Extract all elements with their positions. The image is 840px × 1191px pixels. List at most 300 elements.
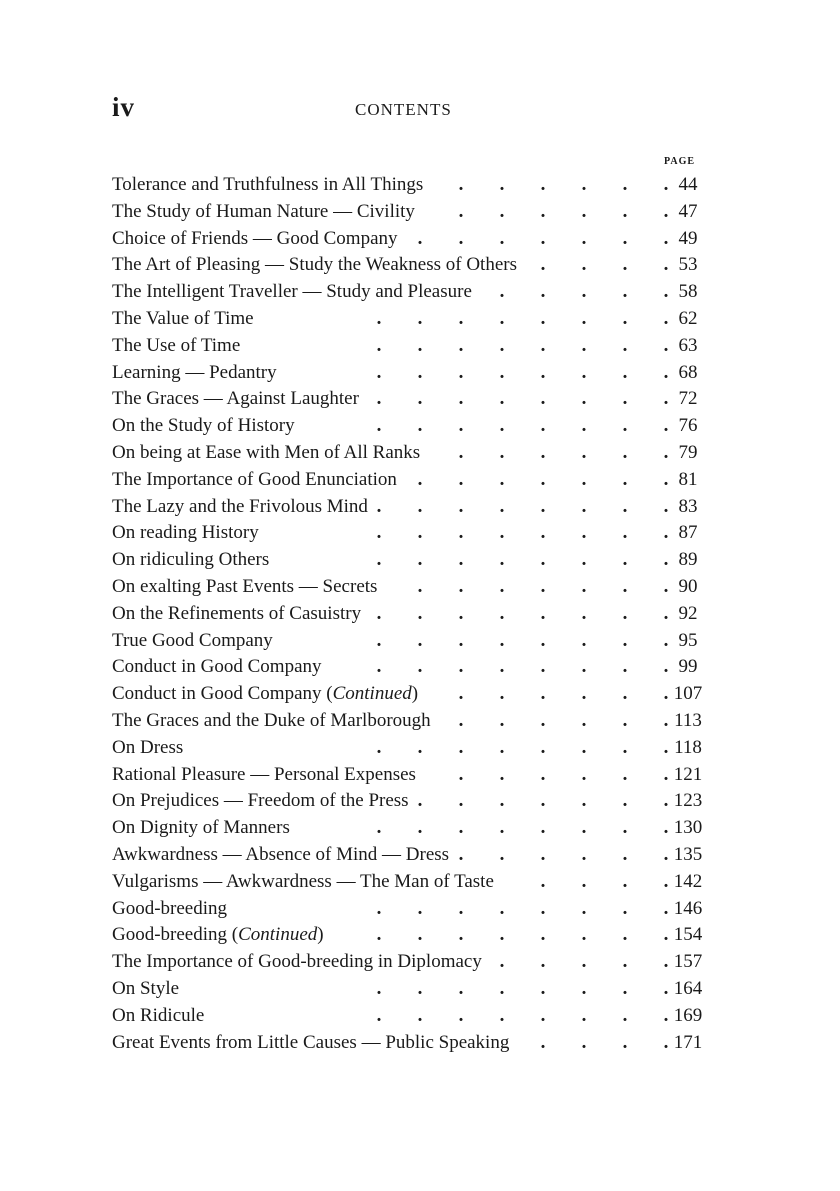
toc-entry-page: 169: [673, 1004, 703, 1026]
leader-dot: .: [417, 790, 423, 812]
leader-dot: .: [540, 307, 546, 329]
leader-dot: .: [540, 1031, 546, 1053]
toc-entry-title-text: Good-breeding: [112, 897, 228, 919]
toc-entry-title: [112, 1003, 204, 1030]
leader-dot: .: [622, 977, 628, 999]
toc-entry-page: 83: [678, 495, 698, 517]
leader-dot: .: [499, 281, 505, 303]
leader-dot: .: [540, 200, 546, 222]
toc-entry: [112, 922, 708, 949]
leader-dot: .: [499, 307, 505, 329]
toc-entry: [112, 654, 708, 681]
leader-dot: .: [540, 468, 546, 490]
toc-entry-title-text: On ridiculing Others: [112, 549, 270, 571]
toc-entry-note: Continued: [238, 924, 318, 946]
leader-dot: .: [663, 870, 669, 892]
toc-entry: [112, 1003, 708, 1030]
leader-dot: .: [622, 227, 628, 249]
leader-dot: .: [540, 656, 546, 678]
leader-dot: .: [499, 227, 505, 249]
leader-dot: .: [540, 575, 546, 597]
leader-dot: .: [458, 334, 464, 356]
toc-entry-title-text: The Use of Time: [112, 334, 241, 356]
leader-dot: .: [376, 897, 382, 919]
leader-dot: .: [540, 254, 546, 276]
leader-dot: .: [581, 441, 587, 463]
toc-entry-title: [112, 279, 472, 306]
toc-entry: [112, 976, 708, 1003]
leader-dot: .: [581, 200, 587, 222]
toc-entry: [112, 467, 708, 494]
leader-dot: .: [663, 254, 669, 276]
leader-dot: .: [540, 227, 546, 249]
leader-dot: .: [499, 790, 505, 812]
toc-entry-page: 146: [673, 897, 703, 919]
toc-entry-title-text: Conduct in Good Company: [112, 683, 322, 705]
toc-entry-title-text: On reading History: [112, 522, 259, 544]
leader-dot: .: [663, 683, 669, 705]
leader-dot: .: [622, 200, 628, 222]
leader-dot: .: [499, 549, 505, 571]
leader-dot: .: [458, 361, 464, 383]
toc-entry-title-text: The Lazy and the Frivolous Mind: [112, 495, 368, 517]
toc-entry-title: [112, 494, 368, 521]
toc-entry-title: [112, 628, 273, 655]
leader-dot: .: [663, 602, 669, 624]
leader-dot: .: [376, 388, 382, 410]
leader-dot: .: [417, 307, 423, 329]
leader-dot: .: [499, 334, 505, 356]
page-number: iv: [112, 92, 136, 122]
leader-dot: .: [581, 281, 587, 303]
toc-entry-title-text: The Art of Pleasing — Study the Weakness of Others: [112, 254, 517, 276]
leader-dot: .: [663, 227, 669, 249]
toc-entry: [112, 708, 708, 735]
toc-entry-title: [112, 869, 494, 896]
leader-dot: .: [499, 817, 505, 839]
leader-dot: .: [540, 843, 546, 865]
leader-dot: .: [499, 522, 505, 544]
leader-dot: .: [663, 656, 669, 678]
toc-entry-page: 47: [678, 200, 698, 222]
leader-dot: .: [622, 870, 628, 892]
toc-entry-page: 49: [678, 227, 698, 249]
toc-entry-title-text: Great Events from Little Causes — Public Speaking: [112, 1031, 510, 1053]
leader-dot: .: [663, 977, 669, 999]
leader-dot: .: [499, 575, 505, 597]
leader-dot: .: [622, 656, 628, 678]
toc-entry: [112, 842, 708, 869]
leader-dot: .: [417, 629, 423, 651]
toc-entry-note: Continued: [332, 683, 412, 705]
leader-dot: .: [622, 951, 628, 973]
leader-dot: .: [499, 441, 505, 463]
toc-entry-title: [112, 333, 240, 360]
toc-entry-title: [112, 574, 377, 601]
leader-dot: .: [581, 361, 587, 383]
leader-dot: .: [417, 361, 423, 383]
toc-entry-title: [112, 896, 227, 923]
leader-dot: .: [458, 200, 464, 222]
leader-dot: .: [663, 897, 669, 919]
leader-dot: .: [663, 388, 669, 410]
toc-entry-title: [112, 226, 398, 253]
toc-entry-title-text: Rational Pleasure — Personal Expenses: [112, 763, 416, 785]
leader-dot: .: [458, 736, 464, 758]
leader-dot: .: [540, 415, 546, 437]
leader-dot: .: [622, 897, 628, 919]
leader-dot: .: [499, 683, 505, 705]
leader-dot: .: [376, 522, 382, 544]
toc-entry-page: 87: [678, 522, 698, 544]
leader-dot: .: [417, 602, 423, 624]
toc-entry-title: [112, 467, 397, 494]
leader-dot: .: [540, 897, 546, 919]
toc-entry: [112, 172, 708, 199]
leader-dot: .: [417, 977, 423, 999]
leader-dot: .: [458, 549, 464, 571]
leader-dot: .: [663, 817, 669, 839]
leader-dot: .: [663, 629, 669, 651]
leader-dot: .: [663, 549, 669, 571]
toc-entry-title: [112, 949, 482, 976]
leader-dot: .: [458, 817, 464, 839]
leader-dot: .: [581, 334, 587, 356]
toc-entry-title: [112, 413, 295, 440]
toc-entry: [112, 440, 708, 467]
leader-dot: .: [581, 549, 587, 571]
leader-dot: .: [540, 549, 546, 571]
toc-entry-title: [112, 601, 361, 628]
leader-dot: .: [663, 174, 669, 195]
leader-dot: .: [376, 817, 382, 839]
toc-entry-page: 113: [674, 709, 702, 731]
leader-dot: .: [622, 602, 628, 624]
toc-entry-page: 90: [678, 575, 698, 597]
toc-entry-page: 89: [678, 549, 698, 571]
leader-dot: .: [499, 388, 505, 410]
leader-dot: .: [458, 602, 464, 624]
leader-dot: .: [581, 870, 587, 892]
leader-dot: .: [622, 174, 628, 195]
leader-dot: .: [499, 602, 505, 624]
toc-entry-title-text: On Style: [112, 977, 180, 999]
toc-entry-page: 164: [673, 977, 703, 999]
leader-dot: .: [458, 441, 464, 463]
toc-entry-title-text: On being at Ease with Men of All Ranks: [112, 441, 421, 463]
leader-dot: .: [499, 736, 505, 758]
toc-entry-page: 95: [678, 629, 698, 651]
leader-dot: .: [499, 951, 505, 973]
leader-dot: .: [376, 656, 382, 678]
toc-entry-title: [112, 735, 183, 762]
toc-entry: [112, 547, 708, 574]
toc-entry-title-text: Tolerance and Truthfulness in All Things: [112, 174, 424, 195]
leader-dot: .: [581, 174, 587, 195]
leader-dot: .: [622, 549, 628, 571]
leader-dot: .: [458, 1004, 464, 1026]
leader-dot: .: [417, 334, 423, 356]
leader-dot: .: [581, 495, 587, 517]
toc-entry-title-text: On Dress: [112, 736, 184, 758]
leader-dot: .: [540, 1004, 546, 1026]
leader-dot: .: [581, 1004, 587, 1026]
leader-dot: .: [417, 656, 423, 678]
toc-entry: [112, 520, 708, 547]
leader-dot: .: [540, 629, 546, 651]
toc-entry-title: [112, 306, 254, 333]
toc-entry-title: [112, 172, 423, 199]
leader-dot: .: [458, 468, 464, 490]
toc-entry: [112, 413, 708, 440]
leader-dot: .: [540, 281, 546, 303]
leader-dot: .: [622, 441, 628, 463]
toc-entry-page: 171: [673, 1031, 703, 1053]
leader-dot: .: [622, 817, 628, 839]
leader-dot: .: [581, 468, 587, 490]
leader-dot: .: [581, 602, 587, 624]
leader-dot: .: [417, 575, 423, 597]
toc-entry-title: [112, 386, 359, 413]
toc-entry-page: 130: [673, 817, 703, 839]
toc-entry: [112, 601, 708, 628]
toc-entry: [112, 869, 708, 896]
toc-entry-title-text: The Graces and the Duke of Marlborough: [112, 709, 431, 731]
toc-entry: [112, 735, 708, 762]
toc-entry-title-text: The Study of Human Nature — Civility: [112, 200, 415, 222]
leader-dot: .: [581, 522, 587, 544]
leader-dot: .: [581, 817, 587, 839]
toc-entry-page: 154: [673, 924, 703, 946]
leader-dot: .: [417, 817, 423, 839]
toc-entry-title-text: Conduct in Good Company: [112, 656, 322, 678]
leader-dot: .: [622, 281, 628, 303]
toc-entry-title-text: Choice of Friends — Good Company: [112, 227, 398, 249]
toc-entry: [112, 386, 708, 413]
leader-dot: .: [540, 441, 546, 463]
leader-dot: .: [540, 495, 546, 517]
leader-dot: .: [663, 763, 669, 785]
leader-dot: .: [622, 334, 628, 356]
leader-dot: .: [581, 843, 587, 865]
leader-dot: .: [540, 790, 546, 812]
leader-dot: .: [663, 924, 669, 946]
toc-entry-title-text: On Dignity of Manners: [112, 817, 290, 839]
toc-entry: [112, 199, 708, 226]
toc-entry-title: [112, 762, 416, 789]
toc-entry-title-text: The Value of Time: [112, 307, 254, 329]
toc-entry: [112, 333, 708, 360]
toc-entry-title: [112, 360, 277, 387]
leader-dot: .: [663, 495, 669, 517]
toc-entry-page: 72: [678, 388, 698, 410]
leader-dot: .: [622, 763, 628, 785]
leader-dot: .: [499, 200, 505, 222]
leader-dot: .: [663, 334, 669, 356]
toc-entry-title-text: Good-breeding: [112, 924, 228, 946]
leader-dot: .: [499, 763, 505, 785]
leader-dot: .: [499, 924, 505, 946]
leader-dot: .: [663, 200, 669, 222]
leader-dot: .: [663, 468, 669, 490]
toc-entry-page: 76: [678, 415, 698, 437]
leader-dot: .: [540, 388, 546, 410]
leader-dot: .: [581, 736, 587, 758]
leader-dot: .: [540, 522, 546, 544]
leader-dot: .: [663, 709, 669, 731]
toc-entry-title: [112, 440, 420, 467]
toc-entry: [112, 628, 708, 655]
toc-entry: [112, 788, 708, 815]
leader-dot: .: [622, 924, 628, 946]
toc-entry-page: 63: [678, 334, 698, 356]
leader-dot: .: [376, 602, 382, 624]
leader-dot: .: [458, 227, 464, 249]
leader-dot: .: [458, 174, 464, 195]
leader-dot: .: [581, 307, 587, 329]
leader-dot: .: [376, 977, 382, 999]
leader-dot: .: [458, 790, 464, 812]
leader-dot: .: [622, 1031, 628, 1053]
running-head: CONTENTS: [355, 100, 452, 119]
leader-dot: .: [458, 843, 464, 865]
toc-entry-page: 62: [678, 307, 698, 329]
leader-dot: .: [581, 977, 587, 999]
leader-dot: .: [622, 254, 628, 276]
leader-dot: .: [622, 415, 628, 437]
toc-entry-title: [112, 788, 409, 815]
leader-dot: .: [458, 977, 464, 999]
toc-entry: [112, 252, 708, 279]
leader-dot: .: [581, 227, 587, 249]
leader-dot: .: [622, 629, 628, 651]
leader-dot: .: [581, 790, 587, 812]
leader-dot: .: [499, 495, 505, 517]
leader-dot: .: [622, 683, 628, 705]
leader-dot: .: [622, 495, 628, 517]
toc-entry: [112, 494, 708, 521]
leader-dot: .: [663, 790, 669, 812]
leader-dot: .: [581, 683, 587, 705]
toc-entry-page: 58: [678, 281, 698, 303]
toc-entry-title: [112, 1030, 509, 1057]
toc-entry: [112, 896, 708, 923]
leader-dot: .: [458, 522, 464, 544]
leader-dot: .: [376, 361, 382, 383]
toc-entry: [112, 360, 708, 387]
toc-entry-note-paren: (: [321, 683, 333, 705]
toc-entry-title: [112, 654, 322, 681]
toc-entry: [112, 815, 708, 842]
toc-entry-title: [112, 547, 269, 574]
leader-dot: .: [376, 629, 382, 651]
leader-dot: .: [663, 1004, 669, 1026]
leader-dot: .: [540, 334, 546, 356]
leader-dot: .: [581, 575, 587, 597]
leader-dot: .: [581, 924, 587, 946]
toc-entry-page: 107: [673, 683, 703, 705]
leader-dot: .: [663, 1031, 669, 1053]
leader-dot: .: [458, 683, 464, 705]
leader-dot: .: [622, 709, 628, 731]
toc-entry-title-text: Vulgarisms — Awkwardness — The Man of Taste: [112, 870, 494, 892]
toc-entry-title-text: The Importance of Good-breeding in Diplomacy: [112, 951, 482, 973]
toc-entry-page: 99: [678, 656, 698, 678]
toc-entry-page: 44: [678, 174, 698, 195]
toc-entry: [112, 681, 708, 708]
toc-entry-title: [112, 976, 179, 1003]
page-column-label: PAGE: [664, 156, 696, 167]
toc-entry-title-text: Learning — Pedantry: [112, 361, 277, 383]
leader-dot: .: [622, 790, 628, 812]
leader-dot: .: [540, 602, 546, 624]
leader-dot: .: [376, 1004, 382, 1026]
leader-dot: .: [499, 656, 505, 678]
leader-dot: .: [581, 1031, 587, 1053]
leader-dot: .: [622, 575, 628, 597]
toc-entry: [112, 306, 708, 333]
leader-dot: .: [581, 629, 587, 651]
leader-dot: .: [458, 575, 464, 597]
leader-dot: .: [540, 174, 546, 195]
toc-entry: [112, 279, 708, 306]
leader-dot: .: [540, 763, 546, 785]
leader-dot: .: [417, 924, 423, 946]
toc-entry-title: [112, 842, 449, 869]
leader-dot: .: [417, 1004, 423, 1026]
leader-dot: .: [458, 656, 464, 678]
toc-entry-page: 121: [673, 763, 703, 785]
leader-dot: .: [540, 977, 546, 999]
leader-dot: .: [540, 736, 546, 758]
toc-entry-title: [112, 252, 517, 279]
leader-dot: .: [458, 495, 464, 517]
toc-entry-title-text: On the Study of History: [112, 415, 295, 437]
toc-entry-title-text: On Ridicule: [112, 1004, 205, 1026]
leader-dot: .: [663, 361, 669, 383]
leader-dot: .: [458, 307, 464, 329]
leader-dot: .: [622, 736, 628, 758]
leader-dot: .: [663, 575, 669, 597]
leader-dot: .: [458, 709, 464, 731]
toc-entry-title: [112, 922, 324, 949]
toc-entry-title-text: On Prejudices — Freedom of the Press: [112, 790, 409, 812]
toc-entry-title: [112, 708, 431, 735]
leader-dot: .: [663, 281, 669, 303]
toc-entry-title: [112, 815, 290, 842]
leader-dot: .: [581, 656, 587, 678]
toc-entry-title-text: On the Refinements of Casuistry: [112, 602, 362, 624]
leader-dot: .: [376, 736, 382, 758]
leader-dot: .: [499, 415, 505, 437]
leader-dot: .: [376, 307, 382, 329]
leader-dot: .: [458, 763, 464, 785]
toc-entry: [112, 226, 708, 253]
leader-dot: .: [581, 415, 587, 437]
leader-dot: .: [499, 174, 505, 195]
leader-dot: .: [417, 736, 423, 758]
toc-entry-page: 68: [678, 361, 698, 383]
toc-entry-title-text: The Intelligent Traveller — Study and Pleasure: [112, 281, 472, 303]
leader-dot: .: [581, 897, 587, 919]
leader-dot: .: [663, 441, 669, 463]
toc-entry: [112, 949, 708, 976]
leader-dot: .: [417, 468, 423, 490]
leader-dot: .: [581, 254, 587, 276]
leader-dot: .: [581, 951, 587, 973]
leader-dot: .: [417, 388, 423, 410]
toc-entry-note-paren: ): [317, 924, 324, 946]
